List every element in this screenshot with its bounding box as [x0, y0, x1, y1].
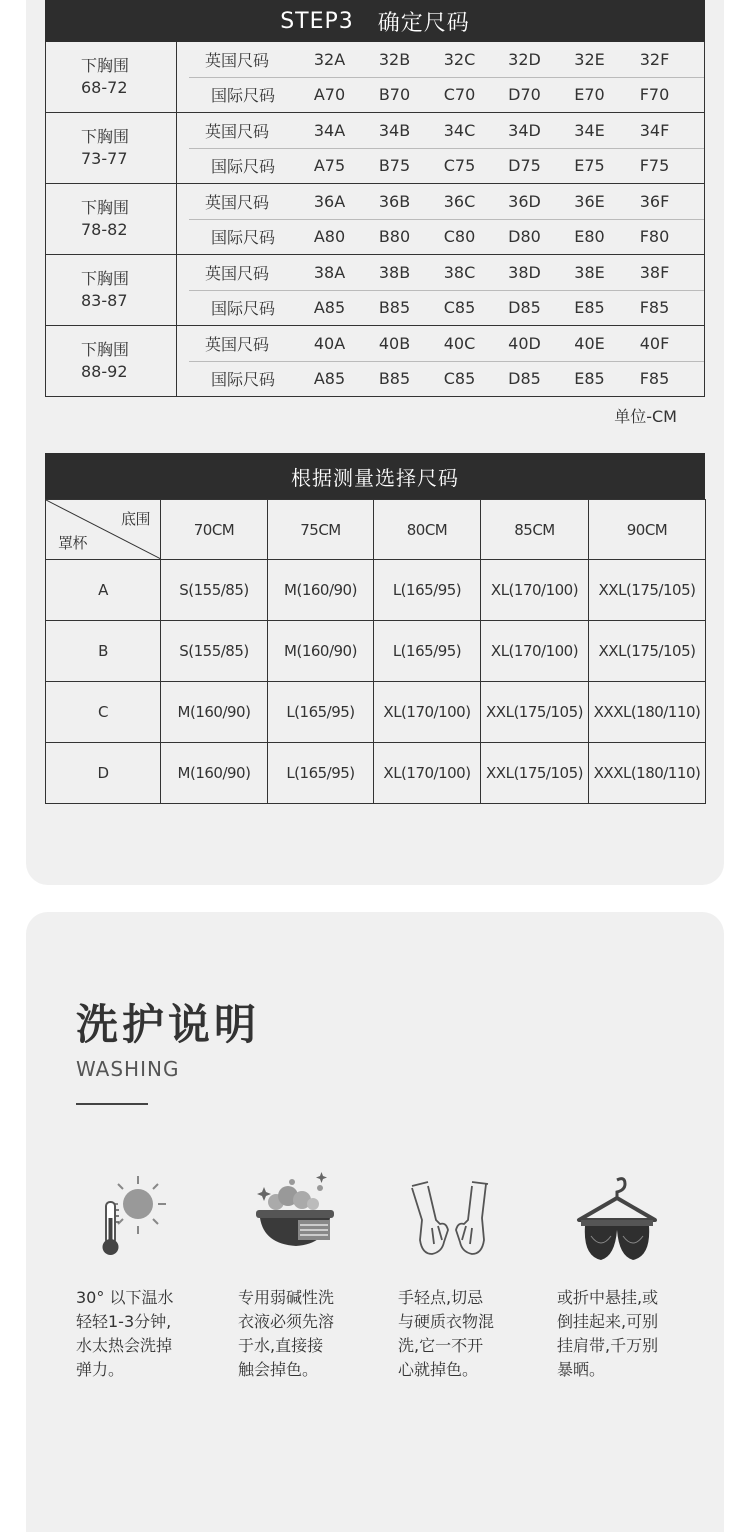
size-cell: 34B — [378, 120, 411, 140]
size-cell: D85 — [508, 369, 541, 389]
cup-label: B — [46, 621, 161, 682]
size-cell: F70 — [639, 85, 670, 105]
cup-label: A — [46, 560, 161, 621]
size-cell: 32A — [313, 49, 346, 69]
size-recommendation-cell: S(155/85) — [161, 621, 268, 682]
size-cell: 32E — [574, 49, 605, 69]
size-cell: 32B — [378, 49, 411, 69]
underbust-label — [46, 113, 177, 183]
washing-text-line: 专用弱碱性洗 — [238, 1288, 335, 1307]
washing-text-line: 挂肩带,千万别 — [557, 1336, 659, 1355]
column-header: 90CM — [589, 500, 706, 560]
underbust-label — [46, 184, 177, 254]
size-cell: 34A — [313, 120, 346, 140]
size-cell: 32F — [639, 49, 670, 69]
column-header: 75CM — [268, 500, 374, 560]
underbust-label — [46, 326, 177, 396]
size-recommendation-cell: XXXL(180/110) — [589, 743, 706, 804]
row-label: 英国尺码 — [204, 192, 269, 212]
washing-text-line: 心就掉色。 — [398, 1360, 479, 1379]
corner-underband-label: 底围 — [120, 510, 150, 528]
measure-table-header: 根据测量选择尺码 — [45, 453, 705, 499]
row-label: 英国尺码 — [204, 334, 269, 354]
size-cell: D80 — [508, 227, 541, 247]
uk-size-row — [177, 42, 704, 77]
underbust-title: 下胸围 — [81, 56, 130, 75]
washing-text-temperature — [76, 1286, 196, 1382]
intl-size-row — [189, 361, 704, 397]
size-cell: E85 — [574, 298, 605, 318]
step-label: STEP3 — [280, 8, 354, 34]
measure-table — [45, 453, 705, 804]
row-label: 英国尺码 — [204, 121, 269, 141]
size-cell: 34F — [639, 120, 670, 140]
size-cell: 36C — [443, 191, 476, 211]
size-cell: D85 — [508, 298, 541, 318]
underbust-title: 下胸围 — [81, 269, 130, 288]
size-recommendation-cell: XL(170/100) — [374, 682, 481, 743]
size-group — [46, 254, 704, 325]
washing-text-detergent — [238, 1286, 358, 1382]
size-cell: C85 — [443, 369, 476, 389]
washing-text-line: 与硬质衣物混 — [398, 1312, 495, 1331]
underbust-range: 78-82 — [81, 220, 128, 239]
washing-text-line: 于水,直接接 — [238, 1336, 324, 1355]
hanger-bra-icon — [557, 1170, 707, 1270]
size-recommendation-cell: L(165/95) — [374, 621, 481, 682]
size-cell: 34D — [508, 120, 541, 140]
underbust-label — [46, 255, 177, 325]
washing-subtitle: WASHING — [76, 1057, 180, 1081]
size-cell: 36F — [639, 191, 670, 211]
size-recommendation-cell: M(160/90) — [268, 621, 374, 682]
size-cell: 34C — [443, 120, 476, 140]
washing-text-line: 30° 以下温水 — [76, 1288, 174, 1307]
size-cell: B80 — [378, 227, 411, 247]
row-label: 英国尺码 — [204, 50, 269, 70]
size-cell: 36A — [313, 191, 346, 211]
size-cell: B85 — [378, 298, 411, 318]
intl-size-row — [189, 148, 704, 184]
size-group — [46, 112, 704, 183]
size-rows — [177, 255, 704, 325]
size-rows — [177, 184, 704, 254]
size-cell: 38B — [378, 262, 411, 282]
size-rows — [177, 113, 704, 183]
size-cell: E75 — [574, 156, 605, 176]
uk-size-row — [177, 326, 704, 361]
row-label: 国际尺码 — [210, 370, 275, 390]
size-cell: 40B — [378, 333, 411, 353]
size-cell: F75 — [639, 156, 670, 176]
column-header: 85CM — [481, 500, 589, 560]
size-cell: A85 — [313, 369, 346, 389]
size-recommendation-cell: M(160/90) — [268, 560, 374, 621]
size-recommendation-cell: L(165/95) — [374, 560, 481, 621]
title-underline — [76, 1103, 148, 1105]
size-rows — [177, 326, 704, 396]
unit-label: 单位-CM — [614, 407, 677, 426]
size-cell: D70 — [508, 85, 541, 105]
underbust-title: 下胸围 — [81, 340, 130, 359]
size-cell: A70 — [313, 85, 346, 105]
size-cell: 40A — [313, 333, 346, 353]
size-recommendation-cell: XL(170/100) — [481, 560, 589, 621]
size-cell: F85 — [639, 298, 670, 318]
column-header: 80CM — [374, 500, 481, 560]
measure-row — [46, 743, 706, 804]
size-recommendation-cell: L(165/95) — [268, 682, 374, 743]
size-cell: 38D — [508, 262, 541, 282]
size-cell: B75 — [378, 156, 411, 176]
size-cell: C80 — [443, 227, 476, 247]
size-cell: 36B — [378, 191, 411, 211]
size-cell: 38C — [443, 262, 476, 282]
cup-label: D — [46, 743, 161, 804]
size-cell: 40D — [508, 333, 541, 353]
size-recommendation-cell: XXL(175/105) — [481, 743, 589, 804]
washing-title: 洗护说明 — [76, 1000, 261, 1049]
washing-text-line: 衣液必须先溶 — [238, 1312, 335, 1331]
washing-item-detergent — [238, 1170, 388, 1379]
size-cell: A75 — [313, 156, 346, 176]
size-rows — [177, 42, 704, 112]
size-recommendation-cell: XL(170/100) — [481, 621, 589, 682]
row-label: 国际尺码 — [210, 299, 275, 319]
underbust-range: 73-77 — [81, 149, 128, 168]
size-recommendation-cell: XL(170/100) — [374, 743, 481, 804]
washing-text-line: 弹力。 — [76, 1360, 125, 1379]
uk-size-row — [177, 255, 704, 290]
size-cell: 38E — [574, 262, 605, 282]
washing-item-hanging — [557, 1170, 707, 1379]
size-cell: C85 — [443, 298, 476, 318]
size-recommendation-cell: XXL(175/105) — [481, 682, 589, 743]
hands-icon — [398, 1170, 548, 1270]
underbust-title: 下胸围 — [81, 198, 130, 217]
row-label: 国际尺码 — [210, 86, 275, 106]
size-cell: F85 — [639, 369, 670, 389]
size-group — [46, 325, 704, 396]
size-recommendation-cell: XXL(175/105) — [589, 560, 706, 621]
washing-text-line: 手轻点,切忌 — [398, 1288, 484, 1307]
size-cell: C70 — [443, 85, 476, 105]
cup-label: C — [46, 682, 161, 743]
size-recommendation-cell: XXL(175/105) — [589, 621, 706, 682]
washing-text-hanging — [557, 1286, 677, 1382]
washing-item-handwash — [398, 1170, 548, 1379]
size-group — [46, 183, 704, 254]
intl-size-row — [189, 219, 704, 255]
thermometer-sun-icon — [76, 1170, 226, 1270]
size-conversion-table — [45, 0, 705, 426]
intl-size-row — [189, 290, 704, 326]
underbust-range: 88-92 — [81, 362, 128, 381]
intl-size-row — [189, 77, 704, 113]
washing-text-line: 触会掉色。 — [238, 1360, 319, 1379]
size-cell: E80 — [574, 227, 605, 247]
size-recommendation-cell: M(160/90) — [161, 743, 268, 804]
measure-header-row — [46, 500, 706, 560]
size-recommendation-cell: M(160/90) — [161, 682, 268, 743]
corner-cell — [46, 500, 161, 560]
size-recommendation-cell: S(155/85) — [161, 560, 268, 621]
size-table-title: 确定尺码 — [377, 10, 470, 36]
size-cell: F80 — [639, 227, 670, 247]
size-cell: E70 — [574, 85, 605, 105]
underbust-title: 下胸围 — [81, 127, 130, 146]
underbust-label — [46, 42, 177, 112]
size-cell: B70 — [378, 85, 411, 105]
row-label: 国际尺码 — [210, 157, 275, 177]
washing-text-line: 水太热会洗掉 — [76, 1336, 173, 1355]
column-header: 70CM — [161, 500, 268, 560]
measure-row — [46, 560, 706, 621]
washing-item-temperature — [76, 1170, 226, 1379]
corner-cup-label: 罩杯 — [58, 534, 88, 552]
size-cell: 36E — [574, 191, 605, 211]
underbust-range: 68-72 — [81, 78, 128, 97]
size-cell: D75 — [508, 156, 541, 176]
size-recommendation-cell: L(165/95) — [268, 743, 374, 804]
size-recommendation-cell: XXXL(180/110) — [589, 682, 706, 743]
uk-size-row — [177, 113, 704, 148]
size-cell: 38A — [313, 262, 346, 282]
washing-text-line: 轻轻1-3分钟, — [76, 1312, 172, 1331]
size-cell: 32D — [508, 49, 541, 69]
washing-text-line: 洗,它一不开 — [398, 1336, 484, 1355]
washing-text-line: 倒挂起来,可别 — [557, 1312, 659, 1331]
washing-text-line: 暴晒。 — [557, 1360, 606, 1379]
size-cell: 36D — [508, 191, 541, 211]
washing-text-line: 或折中悬挂,或 — [557, 1288, 659, 1307]
size-table-body — [45, 42, 705, 397]
underbust-range: 83-87 — [81, 291, 128, 310]
size-cell: E85 — [574, 369, 605, 389]
wash-basin-icon — [238, 1170, 388, 1270]
measure-row — [46, 621, 706, 682]
size-group — [46, 42, 704, 112]
size-cell: C75 — [443, 156, 476, 176]
size-cell: A85 — [313, 298, 346, 318]
measure-row — [46, 682, 706, 743]
size-table-header — [45, 0, 705, 42]
size-cell: 40F — [639, 333, 670, 353]
row-label: 英国尺码 — [204, 263, 269, 283]
size-cell: A80 — [313, 227, 346, 247]
size-cell: 34E — [574, 120, 605, 140]
size-cell: 40C — [443, 333, 476, 353]
uk-size-row — [177, 184, 704, 219]
measure-grid — [45, 499, 706, 804]
size-cell: B85 — [378, 369, 411, 389]
washing-text-handwash — [398, 1286, 518, 1382]
row-label: 国际尺码 — [210, 228, 275, 248]
size-cell: 38F — [639, 262, 670, 282]
size-cell: 40E — [574, 333, 605, 353]
size-cell: 32C — [443, 49, 476, 69]
